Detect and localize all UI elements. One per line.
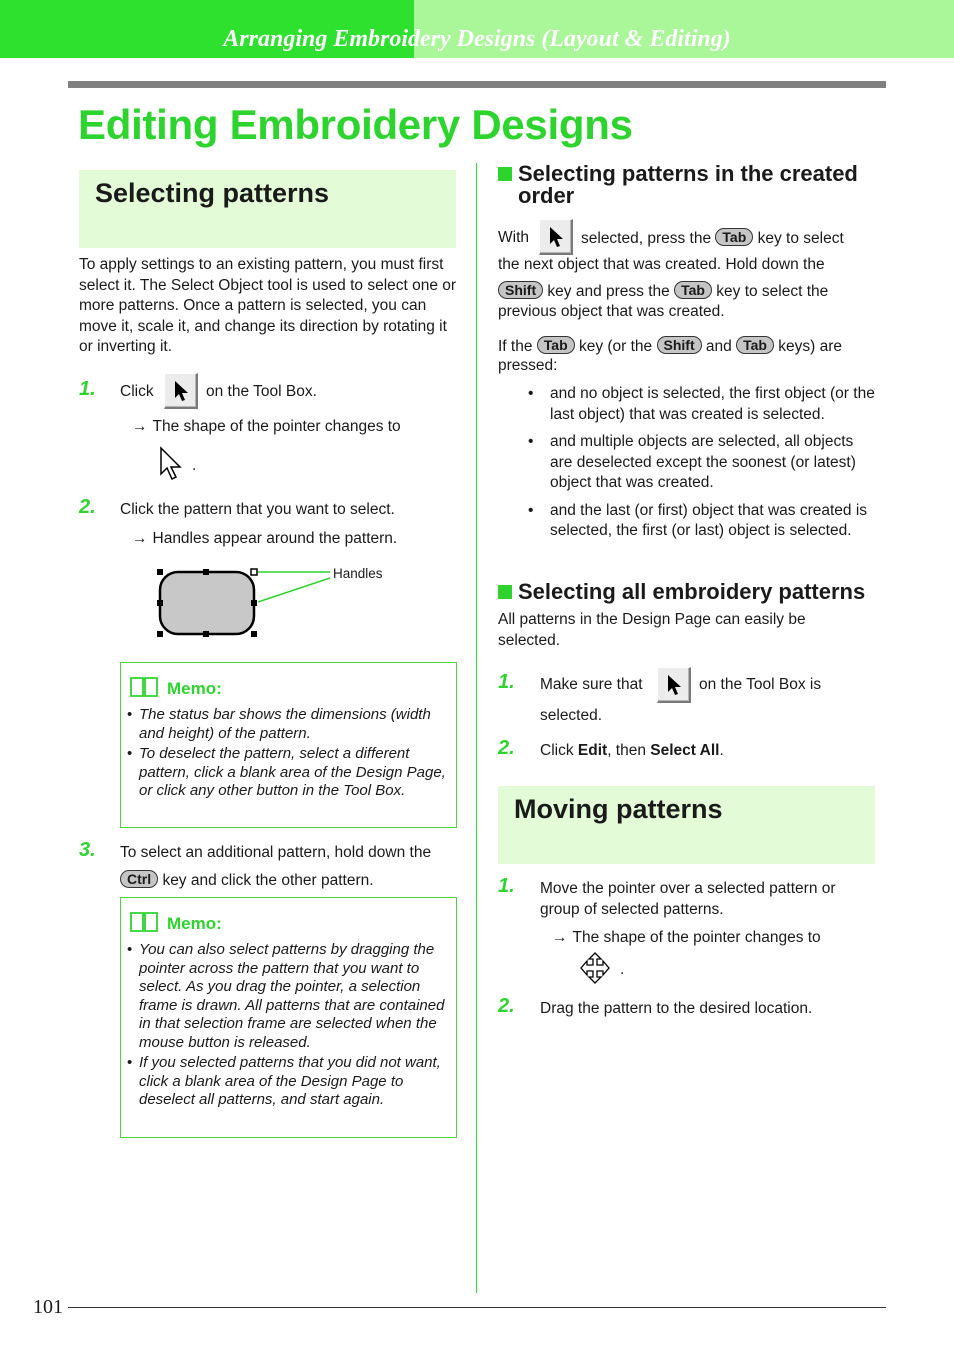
memo-heading xyxy=(129,910,222,934)
step-text-line2 xyxy=(120,870,374,892)
memo-box xyxy=(120,662,457,828)
tab-key: Tab xyxy=(736,336,774,354)
text: and xyxy=(705,338,732,355)
step-number: 1. xyxy=(498,671,515,693)
step-text: key and click the other pattern. xyxy=(162,872,374,889)
bullet-item: • and multiple objects are selected, all objects are deselected except the soonest (or latest) object that was created. xyxy=(528,432,876,494)
menu-edit-label: Edit xyxy=(577,742,608,759)
text: keys) are xyxy=(778,338,843,355)
text: If the xyxy=(498,338,533,355)
step-number: 2. xyxy=(498,995,515,1017)
memo-item: • You can also select patterns by dragging the pointer across the pattern that you want to select. As you drag the pointer, a selection frame is drawn. All patterns that are contained in that selection frame are selected when the mouse button is released. xyxy=(127,941,447,1052)
column-divider xyxy=(476,163,477,1293)
step-number: 2. xyxy=(79,496,96,518)
shift-key: Shift xyxy=(657,336,702,354)
memo-item: • If you selected patterns that you did not want, click a blank area of the Design Page to deselect all patterns, and start again. xyxy=(127,1054,447,1110)
text: . xyxy=(719,742,724,759)
subheading-created-order xyxy=(498,163,878,207)
memo-title: Memo: xyxy=(167,679,222,698)
step-text: selected. xyxy=(540,707,603,724)
step-number: 2. xyxy=(498,737,515,759)
memo-box xyxy=(120,897,457,1138)
text: key to select the xyxy=(716,283,829,300)
text-line xyxy=(498,281,828,303)
arrow-pointer-icon xyxy=(173,380,191,402)
memo-title: Memo: xyxy=(167,914,222,933)
memo-heading xyxy=(129,675,222,699)
text-line xyxy=(581,228,844,250)
shift-key: Shift xyxy=(498,281,543,299)
step-text: Click xyxy=(120,383,154,400)
step-result xyxy=(132,418,401,436)
arrow-pointer-icon xyxy=(666,674,684,696)
text: key and press the xyxy=(547,283,670,300)
handles-label: Handles xyxy=(333,566,383,581)
step-number: 3. xyxy=(79,839,96,861)
subheading-text: Selecting all embroidery patterns xyxy=(518,579,866,604)
step-result xyxy=(132,530,397,548)
select-tool-button[interactable] xyxy=(164,373,198,409)
result-text: The shape of the pointer changes to xyxy=(152,418,401,435)
step-text: To select an additional pattern, hold down the xyxy=(120,844,432,861)
tab-key: Tab xyxy=(674,281,712,299)
subheading-text: order xyxy=(518,183,575,208)
text-line xyxy=(498,336,842,358)
text: Click xyxy=(540,742,574,759)
header-title: Arranging Embroidery Designs (Layout & Editing) xyxy=(223,26,731,52)
menu-select-all-label: Select All xyxy=(650,742,720,759)
text: the next object that was created. Hold down the xyxy=(498,256,825,273)
intro-paragraph: To apply settings to an existing pattern, you must first select it. The Select Object tool is used to select one or more patterns. Once a pattern is selected, you can move it, scale it, and change its direction by rotating it or inverting it. xyxy=(79,256,457,355)
text: key (or the xyxy=(578,338,653,355)
section-moving-patterns xyxy=(498,786,875,864)
step-text: Click the pattern that you want to select. xyxy=(120,501,395,518)
page-title: Editing Embroidery Designs xyxy=(78,101,633,148)
tab-key: Tab xyxy=(537,336,575,354)
step-result xyxy=(552,929,821,947)
book-icon xyxy=(129,910,159,934)
move-cursor-icon xyxy=(578,952,612,984)
select-tool-button[interactable] xyxy=(657,667,691,703)
step-text: Move the pointer over a selected pattern or group of selected patterns. xyxy=(540,880,836,918)
memo-list xyxy=(127,941,447,1112)
result-arrow-icon: → xyxy=(132,530,148,547)
bullet-item: • and the last (or first) object that was created is selected, the first (or last) object is selected. xyxy=(528,501,876,542)
result-arrow-icon: → xyxy=(132,418,148,435)
page-number: 101 xyxy=(33,1296,63,1318)
memo-item: • The status bar shows the dimensions (width and height) of the pattern. xyxy=(127,706,447,743)
section-title: Moving patterns xyxy=(514,794,723,824)
pattern-with-handles-illustration xyxy=(150,562,340,644)
step-text-line xyxy=(540,741,724,762)
text: selected, press the xyxy=(581,230,712,247)
green-square-icon xyxy=(498,167,512,181)
result-text: The shape of the pointer changes to xyxy=(572,929,821,946)
bullet-item: • and no object is selected, the first object (or the last object) that was created is selected. xyxy=(528,384,876,425)
select-tool-button[interactable] xyxy=(539,219,573,255)
book-icon xyxy=(129,675,159,699)
text: key to select xyxy=(757,230,844,247)
section-title: Selecting patterns xyxy=(95,178,330,208)
memo-item: • To deselect the pattern, select a different pattern, click a blank area of the Design Page, or click any other button in the Tool Box. xyxy=(127,745,447,801)
text: pressed: xyxy=(498,357,558,374)
subheading-select-all xyxy=(498,581,878,603)
top-rule xyxy=(68,81,886,88)
subheading-text: Selecting patterns in the created xyxy=(518,161,858,186)
result-end: . xyxy=(620,961,625,978)
step-number: 1. xyxy=(79,378,96,400)
arrow-pointer-icon xyxy=(548,226,566,248)
result-arrow-icon: → xyxy=(552,929,568,946)
memo-list xyxy=(127,706,447,803)
green-square-icon xyxy=(498,585,512,599)
step-text: Make sure that xyxy=(540,676,643,693)
footer-rule xyxy=(68,1307,886,1308)
ctrl-key: Ctrl xyxy=(120,870,158,888)
text: previous object that was created. xyxy=(498,303,725,320)
step-text: Drag the pattern to the desired location. xyxy=(540,1000,813,1017)
result-end: . xyxy=(192,457,197,474)
tab-key: Tab xyxy=(715,228,753,246)
step-text: on the Tool Box is xyxy=(699,676,822,693)
section-selecting-patterns xyxy=(79,170,456,248)
step-number: 1. xyxy=(498,875,515,897)
text: , then xyxy=(607,742,646,759)
step-text: on the Tool Box. xyxy=(206,383,317,400)
pointer-cursor-icon xyxy=(158,446,188,482)
text: All patterns in the Design Page can easily be selected. xyxy=(498,611,806,649)
text: With xyxy=(498,229,529,246)
result-text: Handles appear around the pattern. xyxy=(152,530,398,547)
bullet-list xyxy=(528,384,876,549)
